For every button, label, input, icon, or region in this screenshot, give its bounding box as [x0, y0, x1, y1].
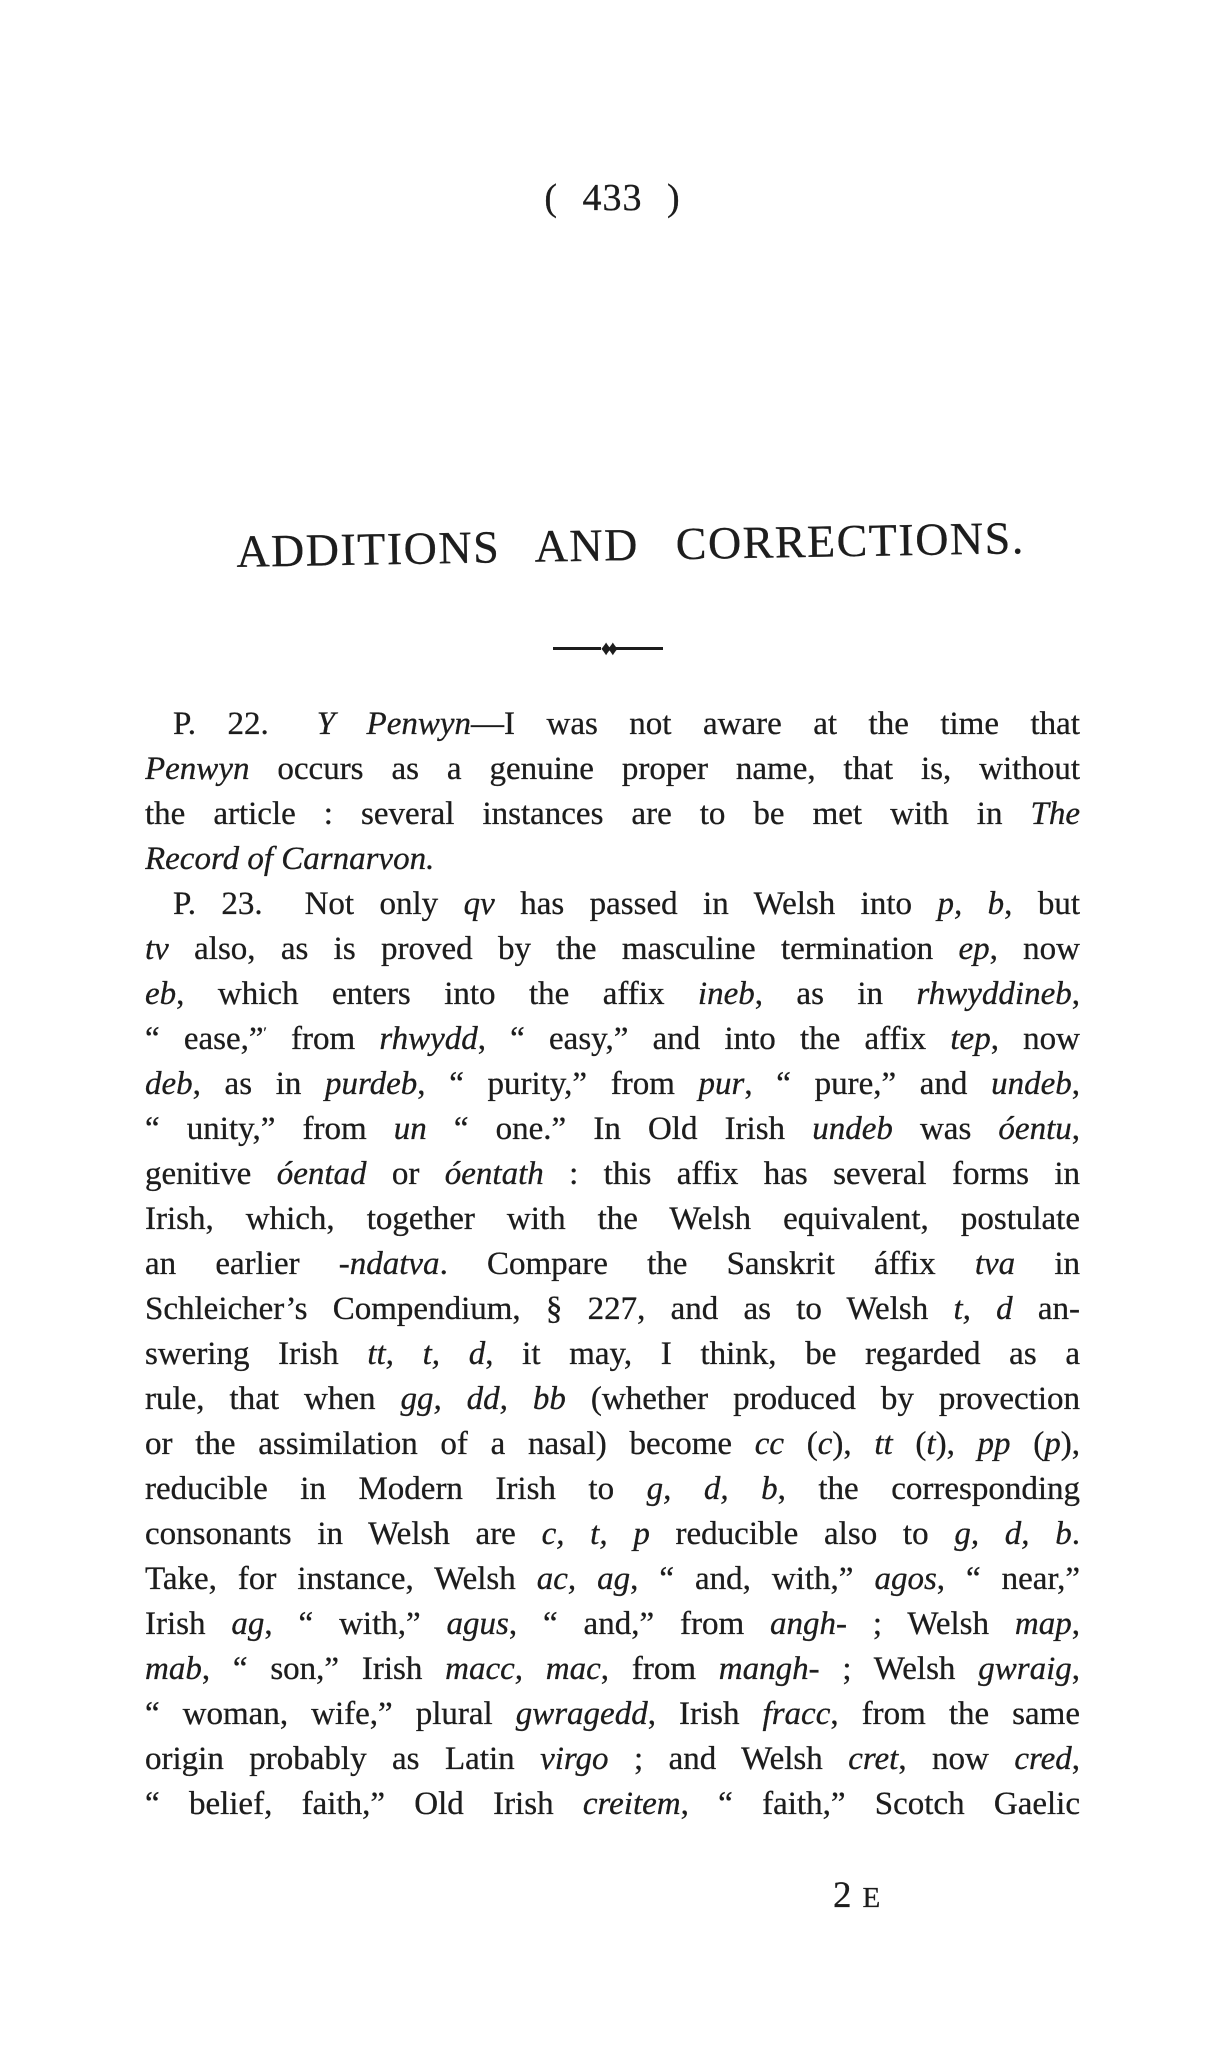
text-segment-italic: mab — [145, 1651, 202, 1687]
text-line — [145, 1242, 1080, 1287]
text-segment: has passed in Welsh into — [494, 886, 938, 922]
text-segment-italic: map — [1014, 1606, 1072, 1642]
divider-rule-left — [553, 647, 601, 650]
text-segment: ( — [784, 1426, 818, 1462]
divider-rule-right — [615, 647, 663, 650]
text-segment-italic: tep — [950, 1021, 991, 1057]
text-segment-italic: g, d, b — [954, 1516, 1072, 1552]
text-segment-italic: pur — [698, 1066, 745, 1102]
text-segment: , “ son,” Irish — [201, 1651, 446, 1687]
diamond-ornament-icon: ♦♦ — [600, 636, 615, 660]
text-segment-italic: ineb — [697, 976, 755, 1012]
text-segment: “ woman, wife,” plural — [145, 1696, 516, 1732]
signature-letter: E — [862, 1882, 881, 1914]
ornament-divider — [553, 636, 663, 660]
text-segment-italic: tva — [974, 1246, 1016, 1282]
text-line — [145, 702, 1080, 747]
text-segment-italic: gg, dd, bb — [400, 1381, 566, 1417]
text-segment: Schleicher’s Compendium, § 227, and as to Welsh — [145, 1291, 954, 1327]
text-segment: P. 22. — [173, 706, 317, 742]
text-segment: from — [266, 1021, 380, 1057]
text-segment: , — [1071, 1651, 1080, 1687]
text-segment-italic: p, b — [937, 886, 1005, 922]
text-segment-italic: un — [393, 1111, 427, 1147]
text-segment: , which enters into the affix — [176, 976, 698, 1012]
text-segment-italic: Penwyn — [145, 751, 250, 787]
text-line — [145, 1602, 1080, 1647]
text-segment: an- — [1012, 1291, 1080, 1327]
text-segment: , but — [1004, 886, 1080, 922]
text-segment-italic: óentu — [998, 1111, 1072, 1147]
text-line — [145, 1422, 1080, 1467]
text-segment: , “ faith,” Scotch Gaelic — [680, 1786, 1080, 1822]
text-segment: the article : several instances are to be met with in — [145, 796, 1031, 832]
text-segment-superscript: ʹ — [263, 1025, 267, 1041]
text-segment-italic: cred — [1014, 1741, 1072, 1777]
text-line — [145, 792, 1080, 837]
text-segment: or — [366, 1156, 445, 1192]
text-segment: reducible in Modern Irish to — [145, 1471, 647, 1507]
text-segment: , — [1071, 1741, 1080, 1777]
page-number: ( 433 ) — [544, 177, 681, 219]
text-segment-italic: cc — [754, 1426, 785, 1462]
text-segment: , “ with,” — [264, 1606, 447, 1642]
text-segment: genitive — [145, 1156, 277, 1192]
text-line — [145, 1197, 1080, 1242]
text-segment: ( — [892, 1426, 927, 1462]
text-segment-italic: óentad — [276, 1156, 367, 1192]
text-segment-italic: mangh- — [718, 1651, 820, 1687]
text-line — [145, 1107, 1080, 1152]
text-segment: was — [892, 1111, 999, 1147]
text-segment-italic: Y Penwyn — [316, 706, 471, 742]
text-segment: , as in — [192, 1066, 326, 1102]
text-line — [145, 1287, 1080, 1332]
text-segment: , — [1071, 1066, 1080, 1102]
text-segment-italic: The — [1030, 796, 1080, 832]
text-line — [145, 1782, 1080, 1827]
text-segment: swering Irish — [145, 1336, 368, 1372]
text-segment: , as in — [754, 976, 917, 1012]
text-segment-italic: agos — [874, 1561, 937, 1597]
text-segment-italic: agus — [446, 1606, 509, 1642]
text-segment-italic: creitem — [582, 1786, 681, 1822]
text-segment: reducible also to — [649, 1516, 955, 1552]
text-segment: , now — [990, 1021, 1080, 1057]
text-line — [145, 882, 1080, 927]
text-segment-italic: p — [1044, 1426, 1061, 1462]
text-segment: . — [1071, 1516, 1080, 1552]
text-segment-italic: qv — [463, 886, 495, 922]
text-segment-italic: Record of Carnarvon. — [145, 841, 435, 877]
text-line — [145, 1737, 1080, 1782]
text-segment-italic: macc, mac — [445, 1651, 601, 1687]
text-segment: “ belief, faith,” Old Irish — [145, 1786, 583, 1822]
text-segment-italic: tv — [145, 931, 169, 967]
text-segment: , “ near,” — [936, 1561, 1080, 1597]
text-segment: rule, that when — [145, 1381, 401, 1417]
text-segment: : this affix has several forms in — [543, 1156, 1080, 1192]
text-line — [145, 747, 1080, 792]
text-line — [145, 1377, 1080, 1422]
text-segment-italic: rhwydd — [379, 1021, 478, 1057]
text-segment: ; and Welsh — [608, 1741, 849, 1777]
text-segment-italic: gwraig — [978, 1651, 1072, 1687]
text-segment: , “ and, with,” — [630, 1561, 875, 1597]
text-line — [145, 927, 1080, 972]
text-segment: consonants in Welsh are — [145, 1516, 542, 1552]
text-segment-italic: ep — [958, 931, 990, 967]
text-segment: , Irish — [647, 1696, 763, 1732]
text-segment-italic: purdeb — [325, 1066, 418, 1102]
text-segment-italic: tt, t, d — [367, 1336, 486, 1372]
text-segment: Irish — [145, 1606, 232, 1642]
text-segment: “ unity,” from — [145, 1111, 394, 1147]
text-segment-italic: t, d — [953, 1291, 1013, 1327]
text-segment: in — [1015, 1246, 1080, 1282]
text-segment-italic: tt — [874, 1426, 893, 1462]
paragraph-1 — [145, 702, 1080, 882]
text-line — [145, 1017, 1080, 1062]
text-segment: , from the same — [830, 1696, 1080, 1732]
text-segment-italic: óentath — [444, 1156, 544, 1192]
body-text — [145, 702, 1080, 1827]
text-segment-italic: c — [817, 1426, 833, 1462]
text-segment: ), — [832, 1426, 875, 1462]
text-line — [145, 1692, 1080, 1737]
text-segment: also, as is proved by the masculine termination — [168, 931, 959, 967]
text-segment: P. 23. Not only — [173, 886, 464, 922]
text-segment-italic: -ndatva — [338, 1246, 440, 1282]
text-segment: , “ and,” from — [508, 1606, 771, 1642]
text-segment: ), — [935, 1426, 978, 1462]
text-segment-italic: ag — [231, 1606, 265, 1642]
paragraph-2 — [145, 882, 1080, 1827]
text-segment: occurs as a genuine proper name, that is, without — [249, 751, 1080, 787]
text-segment-italic: t — [926, 1426, 936, 1462]
text-line — [145, 1557, 1080, 1602]
text-segment: , — [1071, 1111, 1080, 1147]
text-segment: , “ easy,” and into the affix — [477, 1021, 951, 1057]
text-segment-italic: c, t, p — [541, 1516, 650, 1552]
text-segment: . Compare the Sanskrit áffix — [439, 1246, 975, 1282]
text-segment: , — [1071, 1606, 1080, 1642]
text-segment-italic: eb — [145, 976, 177, 1012]
text-segment: , it may, I think, be regarded as a — [485, 1336, 1080, 1372]
text-segment: Irish, which, together with the Welsh equivalent, postulate — [145, 1201, 1080, 1237]
text-segment-italic: fracc — [762, 1696, 831, 1732]
text-segment: Take, for instance, Welsh — [145, 1561, 537, 1597]
text-segment: (whether produced by provection — [565, 1381, 1080, 1417]
text-segment: , “ purity,” from — [417, 1066, 699, 1102]
text-segment: —I was not aware at the time that — [471, 706, 1080, 742]
text-segment-italic: deb — [145, 1066, 193, 1102]
text-segment: “ one.” In Old Irish — [426, 1111, 813, 1147]
text-segment: , the corresponding — [777, 1471, 1080, 1507]
text-segment: , now — [898, 1741, 1015, 1777]
text-segment: , from — [600, 1651, 719, 1687]
text-segment: , now — [989, 931, 1080, 967]
text-segment-italic: gwragedd — [515, 1696, 648, 1732]
text-line — [145, 1467, 1080, 1512]
text-segment-italic: angh- — [770, 1606, 848, 1642]
text-segment-italic: undeb — [991, 1066, 1072, 1102]
text-line — [145, 972, 1080, 1017]
text-segment-italic: undeb — [812, 1111, 893, 1147]
text-line — [145, 1062, 1080, 1107]
text-segment: , “ pure,” and — [744, 1066, 992, 1102]
text-segment: an earlier — [145, 1246, 339, 1282]
text-segment: ), — [1060, 1426, 1080, 1462]
section-title: ADDITIONS AND CORRECTIONS. — [235, 512, 1026, 577]
text-segment-italic: cret — [848, 1741, 899, 1777]
text-line — [145, 1647, 1080, 1692]
text-line — [145, 1152, 1080, 1197]
text-segment: or the assimilation of a nasal) become — [145, 1426, 755, 1462]
text-segment: ( — [1010, 1426, 1045, 1462]
text-segment-italic: ac, ag — [536, 1561, 631, 1597]
text-line — [145, 837, 1080, 882]
text-segment: “ ease,” — [145, 1021, 264, 1057]
text-segment-italic: rhwyddineb — [916, 976, 1072, 1012]
text-line — [145, 1512, 1080, 1557]
text-segment-italic: pp — [977, 1426, 1011, 1462]
text-segment: , — [1071, 976, 1080, 1012]
text-segment-italic: virgo — [540, 1741, 609, 1777]
text-segment: ; Welsh — [819, 1651, 979, 1687]
text-segment: origin probably as Latin — [145, 1741, 541, 1777]
text-segment: ; Welsh — [847, 1606, 1015, 1642]
signature-number: 2 — [833, 1875, 854, 1916]
printer-signature — [833, 1874, 880, 1917]
text-line — [145, 1332, 1080, 1377]
text-segment-italic: g, d, b — [646, 1471, 778, 1507]
